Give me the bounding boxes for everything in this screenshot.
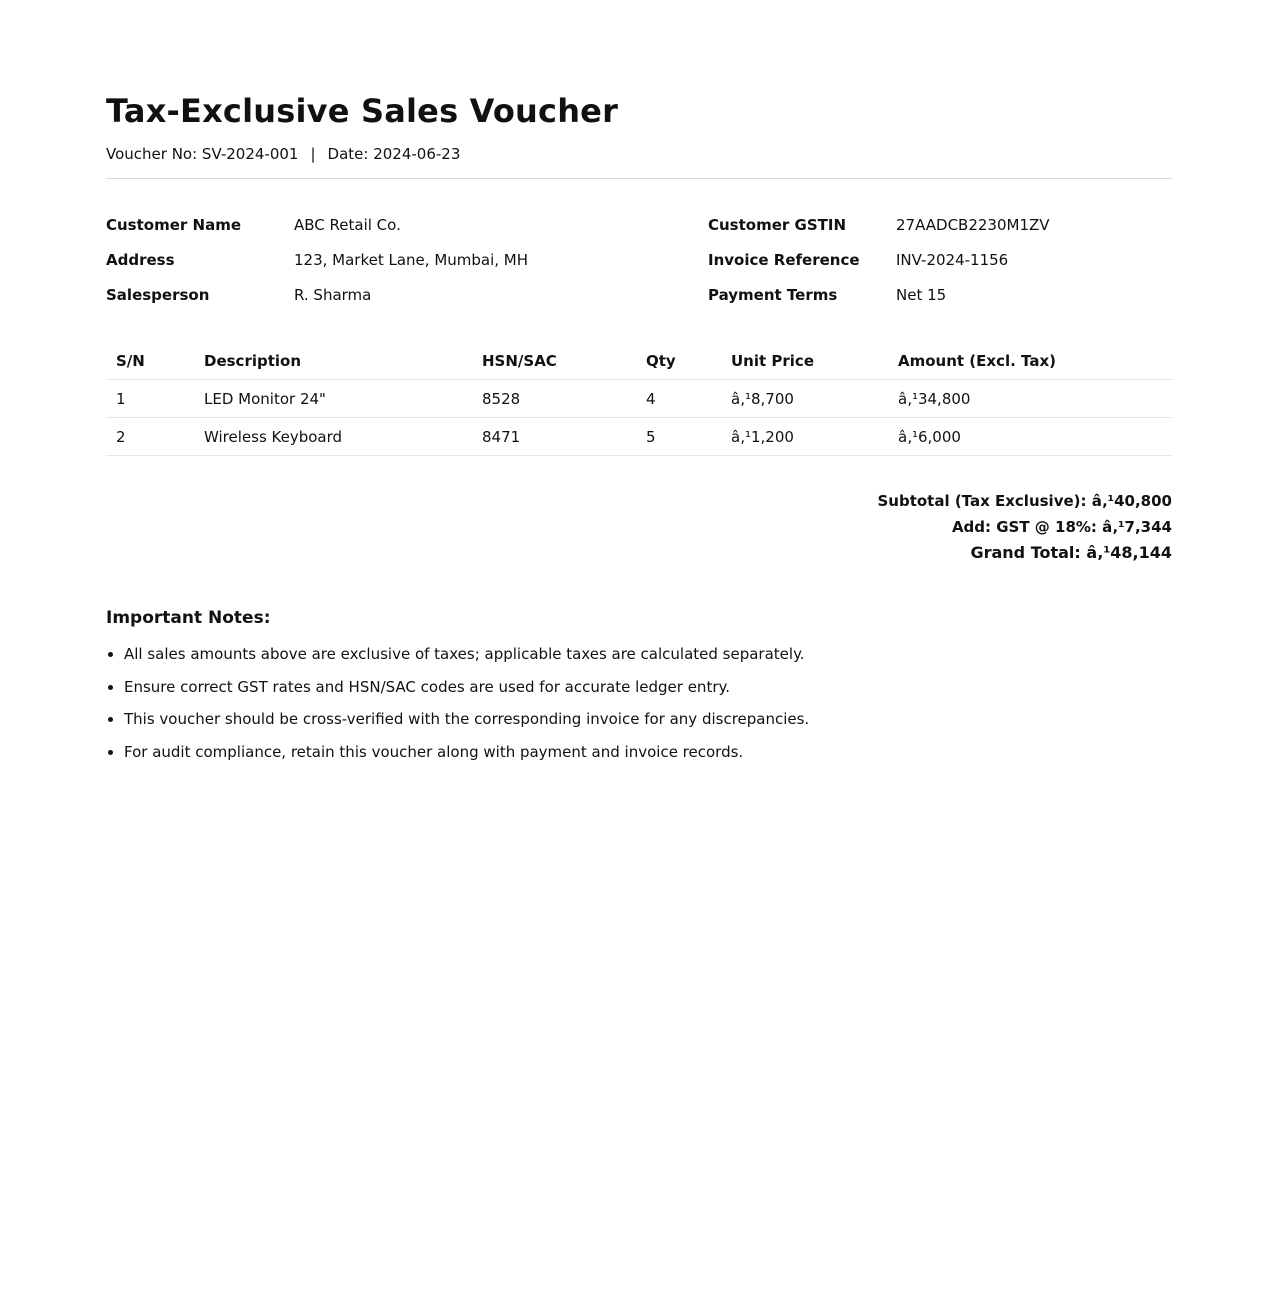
salesperson-value: R. Sharma: [294, 286, 372, 304]
address-value: 123, Market Lane, Mumbai, MH: [294, 251, 529, 269]
page-title: Tax-Exclusive Sales Voucher: [106, 92, 619, 130]
info-row: [106, 284, 1172, 319]
payment-terms-label: Payment Terms: [708, 286, 838, 304]
address-label: Address: [106, 251, 175, 269]
header-divider: [106, 178, 1172, 179]
grand-total: Grand Total: â‚¹48,144: [970, 543, 1172, 562]
column-header-amount: Amount (Excl. Tax): [888, 342, 1172, 380]
cell-description: LED Monitor 24": [194, 380, 472, 418]
cell-hsn-sac: 8528: [472, 380, 636, 418]
cell-hsn-sac: 8471: [472, 418, 636, 456]
totals-summary: [877, 488, 1172, 566]
list-item: • For audit compliance, retain this voucher along with payment and invoice records.: [124, 740, 809, 764]
items-table: [106, 342, 1172, 456]
invoice-reference-value: INV-2024-1156: [896, 251, 1009, 269]
column-header-qty: Qty: [636, 342, 721, 380]
cell-unit-price: â‚¹8,700: [721, 380, 888, 418]
customer-info: [106, 214, 1172, 319]
voucher-number: Voucher No: SV-2024-001: [106, 145, 299, 163]
voucher-meta: [106, 143, 460, 165]
invoice-reference-label: Invoice Reference: [708, 251, 860, 269]
salesperson-label: Salesperson: [106, 286, 210, 304]
customer-gstin-label: Customer GSTIN: [708, 216, 846, 234]
info-row: [106, 214, 1172, 249]
cell-amount: â‚¹34,800: [888, 380, 1172, 418]
cell-sn: 2: [106, 418, 194, 456]
cell-amount: â‚¹6,000: [888, 418, 1172, 456]
customer-gstin-value: 27AADCB2230M1ZV: [896, 216, 1050, 234]
cell-sn: 1: [106, 380, 194, 418]
list-item: • Ensure correct GST rates and HSN/SAC codes are used for accurate ledger entry.: [124, 675, 809, 699]
meta-separator: |: [310, 145, 316, 163]
notes-title: Important Notes:: [106, 608, 271, 628]
table-row: [106, 418, 1172, 456]
list-item: • All sales amounts above are exclusive of taxes; applicable taxes are calculated separately.: [124, 642, 809, 666]
column-header-hsn-sac: HSN/SAC: [472, 342, 636, 380]
table-row: [106, 380, 1172, 418]
gst-amount: Add: GST @ 18%: â‚¹7,344: [951, 518, 1172, 536]
notes-list: [106, 642, 809, 772]
column-header-unit-price: Unit Price: [721, 342, 888, 380]
customer-name-label: Customer Name: [106, 216, 241, 234]
cell-qty: 5: [636, 418, 721, 456]
list-item: • This voucher should be cross-verified with the corresponding invoice for any discrepancies.: [124, 707, 809, 731]
cell-qty: 4: [636, 380, 721, 418]
customer-name-value: ABC Retail Co.: [294, 216, 401, 234]
voucher-date: Date: 2024-06-23: [327, 145, 461, 163]
info-row: [106, 249, 1172, 284]
subtotal: Subtotal (Tax Exclusive): â‚¹40,800: [877, 492, 1172, 510]
column-header-description: Description: [194, 342, 472, 380]
table-header-row: [106, 342, 1172, 380]
column-header-sn: S/N: [106, 342, 194, 380]
cell-description: Wireless Keyboard: [194, 418, 472, 456]
payment-terms-value: Net 15: [896, 286, 947, 304]
cell-unit-price: â‚¹1,200: [721, 418, 888, 456]
